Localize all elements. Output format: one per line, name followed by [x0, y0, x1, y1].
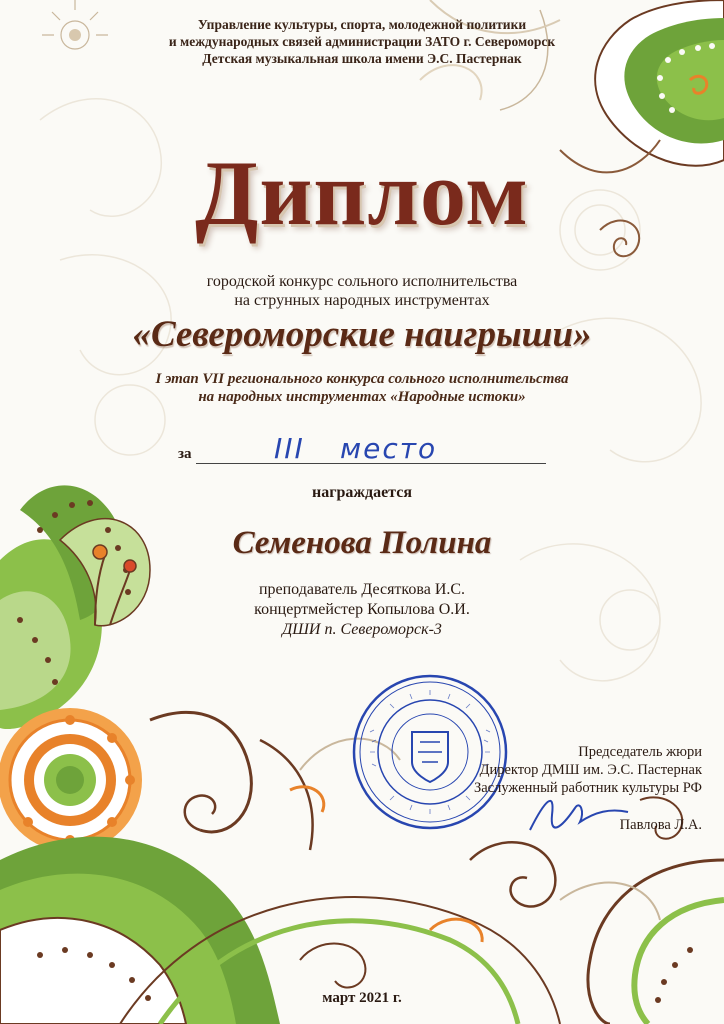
jury-signature: [530, 801, 628, 830]
header-line-1: Управление культуры, спорта, молодежной политики: [197, 17, 527, 32]
teacher-line: преподаватель Десяткова И.С.: [258, 581, 466, 598]
handwritten-place-number: III: [274, 432, 305, 465]
header-line-3: Детская музыкальная школа имени Э.С. Пастернак: [202, 51, 522, 66]
jury-title: Председатель жюри: [578, 744, 702, 760]
place-row: [178, 432, 578, 470]
jury-position: Директор ДМШ им. Э.С. Пастернак: [479, 762, 702, 778]
diploma-date: март 2021 г.: [322, 990, 402, 1006]
bottom-left-floral: [0, 485, 560, 1024]
jury-name: Павлова Л.А.: [619, 817, 702, 833]
header-line-2: и международных связей администрации ЗАТО г. Североморск: [168, 34, 556, 49]
stage-line-1: I этап VII регионального конкурса сольного исполнительства: [155, 371, 569, 387]
stage-line-2: на народных инструментах «Народные истоки»: [198, 389, 526, 405]
accompanist-line: концертмейстер Копылова О.И.: [254, 601, 470, 618]
awarded-label: награждается: [312, 484, 412, 501]
contest-name: «Североморские наигрыши»: [132, 314, 592, 355]
recipient-name: Семенова Полина: [232, 525, 492, 561]
handwritten-place-word: место: [340, 432, 438, 465]
diploma-title: Диплом: [195, 142, 529, 244]
school-line: ДШИ п. Североморск-3: [282, 621, 442, 638]
jury-honor: Заслуженный работник культуры РФ: [473, 780, 702, 796]
stamp-seal: [354, 676, 506, 828]
subtitle-line-1: городской конкурс сольного исполнительства: [206, 273, 518, 290]
place-prefix: за: [178, 446, 192, 462]
subtitle-line-2: на струнных народных инструментах: [234, 292, 490, 309]
